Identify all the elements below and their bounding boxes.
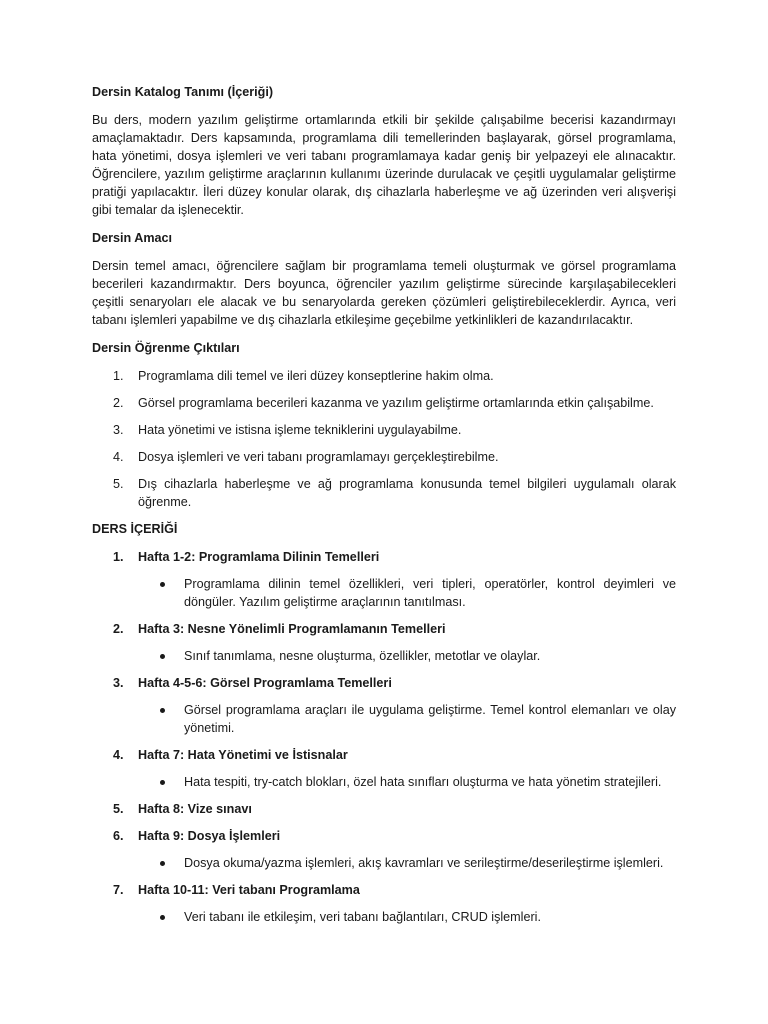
- week-bullet-text: Sınıf tanımlama, nesne oluşturma, özellikler, metotlar ve olaylar.: [184, 649, 541, 663]
- purpose-heading: Dersin Amacı: [92, 231, 173, 245]
- catalog-heading: Dersin Katalog Tanımı (İçeriği): [92, 85, 274, 99]
- outcome-text: Dosya işlemleri ve veri tabanı programlamayı gerçekleştirebilme.: [138, 450, 499, 464]
- week-item: [92, 620, 676, 665]
- outcome-text: Programlama dili temel ve ileri düzey konseptlerine hakim olma.: [138, 369, 494, 383]
- week-bullets: [138, 575, 676, 611]
- content-heading: DERS İÇERİĞİ: [92, 522, 178, 536]
- outcome-number: 2.: [113, 396, 124, 410]
- outcome-number: 3.: [113, 423, 124, 437]
- week-bullet: [138, 854, 676, 872]
- outcome-text: Dış cihazlarla haberleşme ve ağ programlama konusunda temel bilgileri uygulamalı olarak öğrenme.: [138, 477, 676, 509]
- week-bullets: [138, 773, 676, 791]
- weeks-list: [92, 548, 676, 926]
- week-bullets: [138, 701, 676, 737]
- week-bullet: [138, 701, 676, 737]
- week-bullet: [138, 575, 676, 611]
- week-bullet: [138, 908, 676, 926]
- week-number: 3.: [113, 676, 124, 690]
- week-title: Hafta 3: Nesne Yönelimli Programlamanın Temelleri: [138, 622, 446, 636]
- week-item: [92, 674, 676, 737]
- week-item: [92, 881, 676, 926]
- week-number: 7.: [113, 883, 124, 897]
- week-number: 4.: [113, 748, 124, 762]
- outcome-text: Görsel programlama becerileri kazanma ve yazılım geliştirme ortamlarında etkin çalışabilme.: [138, 396, 654, 410]
- week-number: 2.: [113, 622, 124, 636]
- outcome-text: Hata yönetimi ve istisna işleme tekniklerini uygulayabilme.: [138, 423, 462, 437]
- week-number: 5.: [113, 802, 124, 816]
- week-bullet-text: Hata tespiti, try-catch blokları, özel hata sınıfları oluşturma ve hata yönetim stratejileri.: [184, 775, 662, 789]
- purpose-text: Dersin temel amacı, öğrencilere sağlam bir programlama temeli oluşturmak ve görsel programlama becerileri kazandırmaktır. Ders boyunca, öğrenciler yazılım geliştirme sürecinde karşılaşabilecekleri çeşitli senaryoları ele alacak ve bu senaryolarda gereken çözümleri geliştirebileceklerdir. Ayrıca, veri tabanı işlemleri yapabilme ve dış cihazlarla etkileşime geçebilme yetkinlikleri de kazandırılacaktır.: [92, 259, 676, 327]
- outcomes-heading: Dersin Öğrenme Çıktıları: [92, 341, 240, 355]
- week-item: [92, 548, 676, 611]
- week-title: Hafta 8: Vize sınavı: [138, 802, 252, 816]
- outcome-item: [92, 394, 676, 412]
- week-title: Hafta 4-5-6: Görsel Programlama Temelleri: [138, 676, 392, 690]
- outcome-number: 4.: [113, 450, 124, 464]
- catalog-text: Bu ders, modern yazılım geliştirme ortamlarında etkili bir şekilde çalışabilme becerisi kazandırmayı amaçlamaktadır. Ders kapsamında, programlama dili temellerinden başlayarak, görsel programlama, hata yönetimi, dosya işlemleri ve veri tabanı programlamaya kadar geniş bir yelpazeyi ele alınacaktır. Öğrencilere, yazılım geliştirme araçlarının kullanımı üzerinde durulacak ve çeşitli uygulamalar geliştirme pratiği yapılacaktır. İleri düzey konular olarak, dış cihazlarla haberleşme ve ağ üzerinden veri alışverişi gibi temalar da işlenecektir.: [92, 113, 676, 217]
- week-item: [92, 827, 676, 872]
- week-item: [92, 800, 676, 818]
- week-number: 6.: [113, 829, 124, 843]
- outcome-number: 1.: [113, 369, 124, 383]
- bullet-dot-icon: [160, 915, 165, 920]
- week-bullet: [138, 647, 676, 665]
- week-bullet-text: Görsel programlama araçları ile uygulama geliştirme. Temel kontrol elemanları ve olay yönetimi.: [184, 703, 676, 735]
- week-bullet: [138, 773, 676, 791]
- week-title: Hafta 1-2: Programlama Dilinin Temelleri: [138, 550, 380, 564]
- week-bullet-text: Veri tabanı ile etkileşim, veri tabanı bağlantıları, CRUD işlemleri.: [184, 910, 541, 924]
- bullet-dot-icon: [160, 780, 165, 785]
- week-bullet-text: Dosya okuma/yazma işlemleri, akış kavramları ve serileştirme/deserileştirme işlemleri.: [184, 856, 664, 870]
- week-item: [92, 746, 676, 791]
- week-bullet-text: Programlama dilinin temel özellikleri, veri tipleri, operatörler, kontrol deyimleri ve döngüler. Yazılım geliştirme araçlarının tanıtılması.: [184, 577, 676, 609]
- week-title: Hafta 7: Hata Yönetimi ve İstisnalar: [138, 748, 348, 762]
- bullet-dot-icon: [160, 582, 165, 587]
- week-bullets: [138, 647, 676, 665]
- outcome-item: [92, 421, 676, 439]
- week-bullets: [138, 854, 676, 872]
- week-title: Hafta 10-11: Veri tabanı Programlama: [138, 883, 360, 897]
- bullet-dot-icon: [160, 708, 165, 713]
- week-title: Hafta 9: Dosya İşlemleri: [138, 829, 281, 843]
- outcome-item: [92, 475, 676, 511]
- outcome-number: 5.: [113, 477, 124, 491]
- bullet-dot-icon: [160, 861, 165, 866]
- bullet-dot-icon: [160, 654, 165, 659]
- outcomes-list: [92, 367, 676, 511]
- outcome-item: [92, 448, 676, 466]
- week-number: 1.: [113, 550, 124, 564]
- week-bullets: [138, 908, 676, 926]
- outcome-item: [92, 367, 676, 385]
